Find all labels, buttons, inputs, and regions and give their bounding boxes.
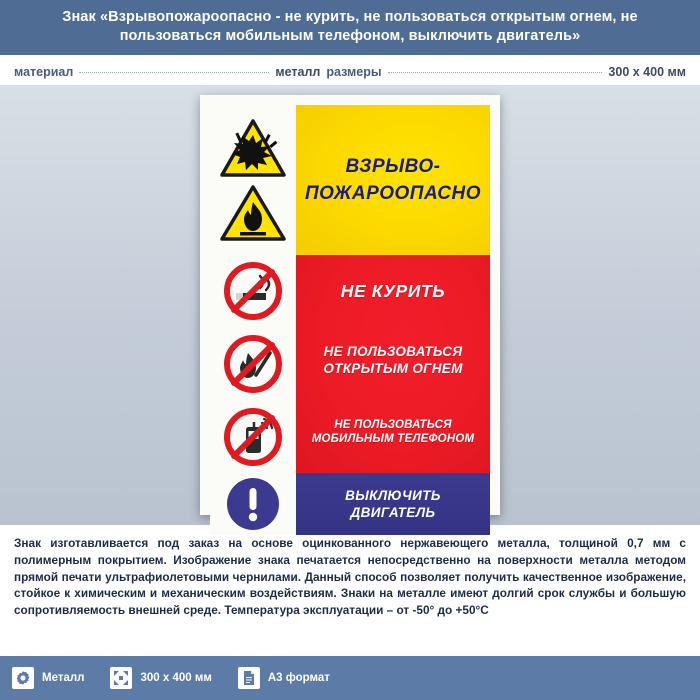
spec-size-dots xyxy=(388,72,603,73)
spec-material-dots xyxy=(79,72,269,73)
no-open-flame-text-line1: НЕ ПОЛЬЗОВАТЬСЯ xyxy=(323,343,463,359)
description-text: Знак изготавливается под заказ на основе оцинкованного нержавеющего металла, толщиной 0,7 мм с полимерным покрытием. Изображение знака печатается непосредственно на поверхности металла методом прямой печати ультрафиолетовыми чернилами. Данный способ позволяет получить качественное изображение, стойкое к химическим и механическим воздействиям. Знаки на металле имеют долгий срок службы и большую сопротивляемость внешней среде. Температура эксплуатации – от -50° до +50°С xyxy=(14,536,686,618)
spec-row xyxy=(0,55,700,85)
sign-preview-area xyxy=(0,85,700,525)
no-open-flame-text xyxy=(323,344,462,378)
spec-size xyxy=(326,65,686,79)
sign-band-prohibitions-text xyxy=(296,255,490,473)
sign-band-explosive-icons xyxy=(210,105,296,255)
no-mobile-phone-text-line1: НЕ ПОЛЬЗОВАТЬСЯ xyxy=(334,419,452,432)
no-mobile-phone-text xyxy=(312,418,475,447)
engine-off-text-line2: ДВИГАТЕЛЬ xyxy=(350,505,436,521)
footer-item-material[interactable] xyxy=(12,667,84,689)
sign-band-explosive-text xyxy=(296,105,490,255)
sign-band-engine-off-text xyxy=(296,473,490,535)
safety-sign-inner xyxy=(210,105,490,535)
flammable-warning-icon xyxy=(220,184,286,242)
page-title: Знак «Взрывопожароопасно - не курить, не пользоваться открытым огнем, не пользоваться мобильным телефоном, выключить двигатель» xyxy=(0,0,700,55)
resize-arrows-icon xyxy=(110,667,132,689)
no-open-flame-icon xyxy=(222,333,284,395)
sign-band-prohibitions xyxy=(210,255,490,473)
document-icon xyxy=(238,667,260,689)
footer-item-format[interactable] xyxy=(238,667,330,689)
footer-bar xyxy=(0,656,700,700)
no-smoking-icon xyxy=(222,260,284,322)
sign-band-engine-off-icons xyxy=(210,473,296,535)
sign-band-prohibitions-icons xyxy=(210,255,296,473)
sign-band-engine-off xyxy=(210,473,490,535)
safety-sign xyxy=(200,95,500,521)
engine-off-text-line1: ВЫКЛЮЧИТЬ xyxy=(345,487,441,503)
spec-material-label: материал xyxy=(14,65,74,80)
no-mobile-phone-text-line2: МОБИЛЬНЫМ ТЕЛЕФОНОМ xyxy=(311,433,475,446)
exclamation-mandatory-icon xyxy=(224,475,282,533)
sign-band-explosive xyxy=(210,105,490,255)
explosive-text-line2: ПОЖАРООПАСНО xyxy=(305,183,481,205)
footer-label-material: Металл xyxy=(42,672,85,684)
footer-label-format: А3 формат xyxy=(267,672,330,684)
spec-size-label: размеры xyxy=(326,65,382,80)
explosive-text-line1: ВЗРЫВО- xyxy=(345,155,441,177)
footer-label-size: 300 x 400 мм xyxy=(140,672,212,684)
spec-material xyxy=(14,65,320,79)
explosion-warning-icon xyxy=(220,118,286,178)
footer-item-size[interactable] xyxy=(110,667,211,689)
spec-material-value: металл xyxy=(275,65,321,80)
gear-icon xyxy=(12,667,34,689)
no-smoking-text: НЕ КУРИТЬ xyxy=(340,281,446,302)
no-open-flame-text-line2: ОТКРЫТЫМ ОГНЕМ xyxy=(323,360,463,376)
spec-size-value: 300 x 400 мм xyxy=(608,65,686,80)
no-mobile-phone-icon xyxy=(222,406,284,468)
